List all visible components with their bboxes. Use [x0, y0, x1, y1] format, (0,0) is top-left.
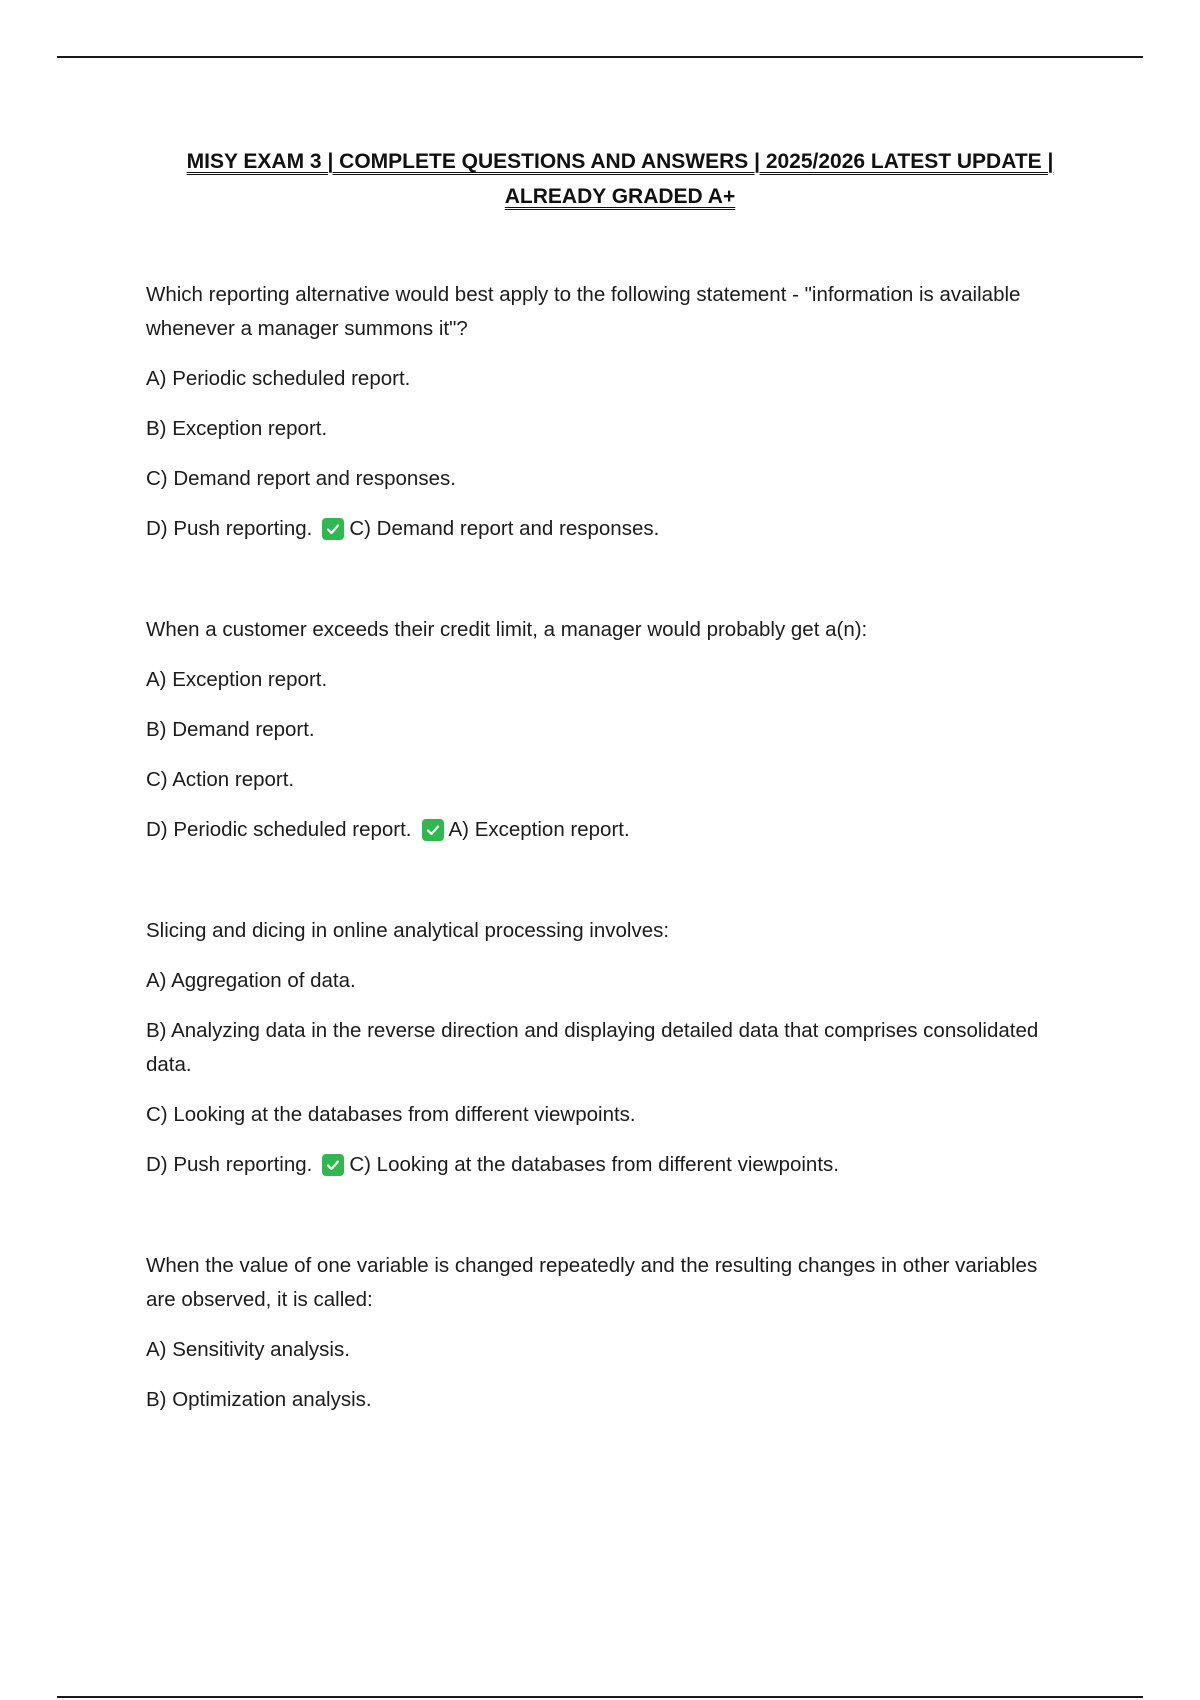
option-a: A) Sensitivity analysis.	[146, 1338, 350, 1361]
option-d-with-answer	[146, 1148, 1066, 1182]
correct-answer: A) Exception report.	[448, 818, 630, 841]
correct-answer: C) Demand report and responses.	[349, 517, 660, 540]
question-2	[146, 613, 1066, 847]
question-4	[146, 1249, 1066, 1417]
option-d: D) Periodic scheduled report.	[146, 818, 412, 841]
question-text: Which reporting alternative would best apply to the following statement - "information is available whenever a manager summons it"?	[146, 283, 1021, 340]
check-mark-icon	[322, 1154, 344, 1176]
check-mark-icon	[322, 518, 344, 540]
option-d: D) Push reporting.	[146, 517, 313, 540]
option-a: A) Exception report.	[146, 668, 328, 691]
option-c: C) Demand report and responses.	[146, 467, 456, 490]
top-rule	[57, 56, 1143, 58]
question-3	[146, 914, 1066, 1182]
question-1	[146, 278, 1066, 546]
option-c: C) Action report.	[146, 768, 295, 791]
bottom-rule	[57, 1696, 1143, 1698]
option-c: C) Looking at the databases from different viewpoints.	[146, 1103, 636, 1126]
option-d-with-answer	[146, 512, 1066, 546]
option-b: B) Optimization analysis.	[146, 1388, 372, 1411]
title-line-1: MISY EXAM 3 | COMPLETE QUESTIONS AND ANSWERS | 2025/2026 LATEST UPDATE |	[186, 150, 1054, 173]
question-text: When the value of one variable is changed repeatedly and the resulting changes in other variables are observed, it is called:	[146, 1254, 1038, 1311]
option-a: A) Aggregation of data.	[146, 969, 356, 992]
question-text: When a customer exceeds their credit limit, a manager would probably get a(n):	[146, 618, 868, 641]
check-mark-icon	[422, 819, 444, 841]
option-b: B) Demand report.	[146, 718, 315, 741]
option-a: A) Periodic scheduled report.	[146, 367, 411, 390]
question-text: Slicing and dicing in online analytical processing involves:	[146, 919, 670, 942]
option-d-with-answer	[146, 813, 1066, 847]
option-b: B) Exception report.	[146, 417, 328, 440]
option-d: D) Push reporting.	[146, 1153, 313, 1176]
questions-list	[146, 278, 1066, 1484]
correct-answer: C) Looking at the databases from different viewpoints.	[349, 1153, 839, 1176]
document-title	[160, 144, 1080, 214]
title-line-2: ALREADY GRADED A+	[504, 185, 736, 208]
option-b: B) Analyzing data in the reverse direction and displaying detailed data that comprises consolidated data.	[146, 1019, 1039, 1076]
